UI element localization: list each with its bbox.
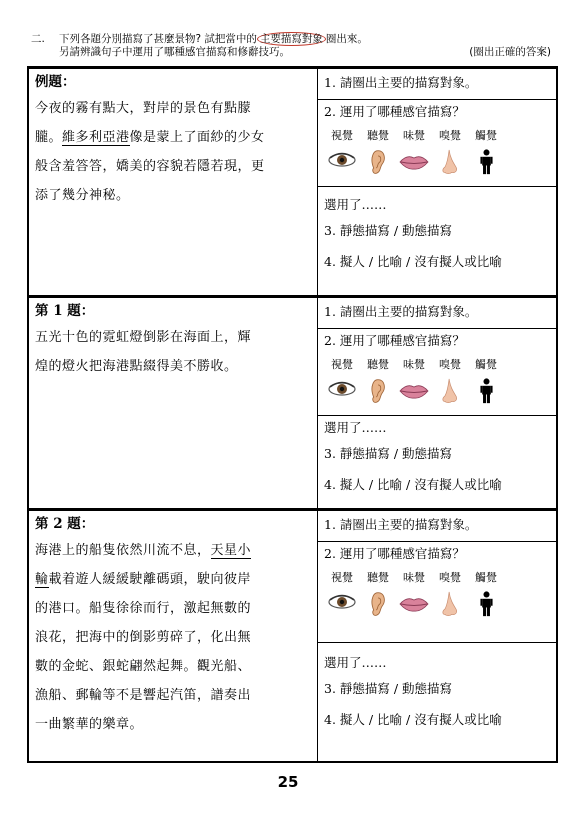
example-section [28, 68, 557, 297]
question-2-section [28, 510, 557, 763]
section-title: 第 2 題： [35, 516, 95, 532]
sense-touch[interactable]: 觸覺 [475, 358, 497, 371]
rhetoric-choice[interactable]: 4. 擬人 / 比喻 / 沒有擬人或比喻 [324, 254, 502, 269]
passage-text: 五光十色的霓虹燈倒影在海面上，輝 煌的燈火把海港點綴得美不勝收。 [35, 330, 252, 374]
page-number: 25 [277, 773, 299, 791]
sense-sight[interactable]: 視覺 [331, 129, 353, 142]
underlined-subject: 天星小 [210, 543, 252, 558]
question-1-question-cell [318, 297, 558, 510]
nose-icon [432, 591, 468, 617]
question-2: 2. 運用了哪種感官描寫？ 視覺 聽覺 味覺 嗅覺 觸覺 [318, 542, 556, 643]
instruction-number: 二. [31, 33, 45, 45]
question-2: 2. 運用了哪種感官描寫？ 視覺 聽覺 味覺 嗅覺 觸覺 [318, 329, 556, 416]
sense-labels [324, 356, 556, 372]
passage-text: 今夜的霧有點大，對岸的景色有點朦 朧。維多利亞港像是蒙上了面紗的少女 般含羞答答，嬌美的容貌若隱若現，更 添了幾分神秘。 [35, 101, 265, 203]
sense-smell[interactable]: 嗅覺 [439, 358, 461, 371]
rhetoric-choice[interactable]: 4. 擬人 / 比喻 / 沒有擬人或比喻 [324, 712, 502, 727]
sense-icons [324, 591, 556, 617]
sense-sight[interactable]: 視覺 [331, 571, 353, 584]
eye-icon [324, 591, 360, 617]
question-2-question-cell [318, 510, 558, 763]
sense-smell[interactable]: 嗅覺 [439, 129, 461, 142]
person-icon [468, 378, 504, 404]
static-dynamic-choice[interactable]: 3. 靜態描寫 / 動態描寫 [324, 681, 453, 696]
instruction-line-2: 另請辨識句子中運用了哪種感官描寫和修辭技巧。 [59, 46, 290, 58]
worksheet-table [27, 66, 558, 763]
sense-hearing[interactable]: 聽覺 [367, 358, 389, 371]
person-icon [468, 591, 504, 617]
question-1: 1. 請圈出主要的描寫對象。 [318, 69, 556, 100]
rhetoric-choice[interactable]: 4. 擬人 / 比喻 / 沒有擬人或比喻 [324, 477, 502, 492]
instruction-hint: (圈出正確的答案) [469, 46, 551, 58]
selected-label: 選用了…… [324, 420, 387, 435]
example-question-cell [318, 68, 558, 297]
nose-icon [432, 378, 468, 404]
ear-icon [360, 378, 396, 404]
sense-labels [324, 569, 556, 585]
sense-taste[interactable]: 味覺 [403, 571, 425, 584]
sense-taste[interactable]: 味覺 [403, 129, 425, 142]
question-3-4 [318, 195, 556, 277]
question-1-passage-cell [28, 297, 318, 510]
selected-label: 選用了…… [324, 655, 387, 670]
question-1: 1. 請圈出主要的描寫對象。 [318, 511, 556, 542]
question-3-4 [318, 418, 556, 500]
selected-label: 選用了…… [324, 197, 387, 212]
sense-sight[interactable]: 視覺 [331, 358, 353, 371]
eye-icon [324, 378, 360, 404]
static-dynamic-choice[interactable]: 3. 靜態描寫 / 動態描寫 [324, 223, 453, 238]
static-dynamic-choice[interactable]: 3. 靜態描寫 / 動態描寫 [324, 446, 453, 461]
example-passage-cell [28, 68, 318, 297]
section-title: 例題： [35, 74, 76, 90]
nose-icon [432, 149, 468, 175]
ear-icon [360, 591, 396, 617]
section-title: 第 1 題： [35, 303, 95, 319]
question-2-passage-cell [28, 510, 318, 763]
ear-icon [360, 149, 396, 175]
sense-touch[interactable]: 觸覺 [475, 129, 497, 142]
instruction-line-1: 下列各題分別描寫了甚麼景物? 試把當中的 主要描寫對象 圈出來。 [59, 33, 368, 45]
sense-hearing[interactable]: 聽覺 [367, 129, 389, 142]
passage-text: 海港上的船隻依然川流不息，天星小 輪載着遊人緩緩駛離碼頭，駛向彼岸 的港口。船隻徐徐而行，激起無數的 浪花，把海中的倒影剪碎了，化出無 數的金蛇、銀蛇翩然起舞。觀光船、 漁船、郵輪等不是響起汽笛，譜奏出 一曲繁華的樂章。 [35, 543, 252, 732]
sense-hearing[interactable]: 聽覺 [367, 571, 389, 584]
question-2: 2. 運用了哪種感官描寫？ 視覺 聽覺 味覺 嗅覺 觸覺 [318, 100, 556, 187]
sense-touch[interactable]: 觸覺 [475, 571, 497, 584]
question-3-4 [318, 653, 556, 735]
sense-icons [324, 378, 556, 404]
lips-icon [396, 149, 432, 175]
circled-target-text: 主要描寫對象 [257, 32, 326, 46]
question-1-section [28, 297, 557, 510]
lips-icon [396, 591, 432, 617]
lips-icon [396, 378, 432, 404]
sense-icons [324, 149, 556, 175]
eye-icon [324, 149, 360, 175]
sense-taste[interactable]: 味覺 [403, 358, 425, 371]
sense-smell[interactable]: 嗅覺 [439, 571, 461, 584]
underlined-subject: 維多利亞港 [62, 130, 130, 145]
sense-labels [324, 127, 556, 143]
question-1: 1. 請圈出主要的描寫對象。 [318, 298, 556, 329]
person-icon [468, 149, 504, 175]
